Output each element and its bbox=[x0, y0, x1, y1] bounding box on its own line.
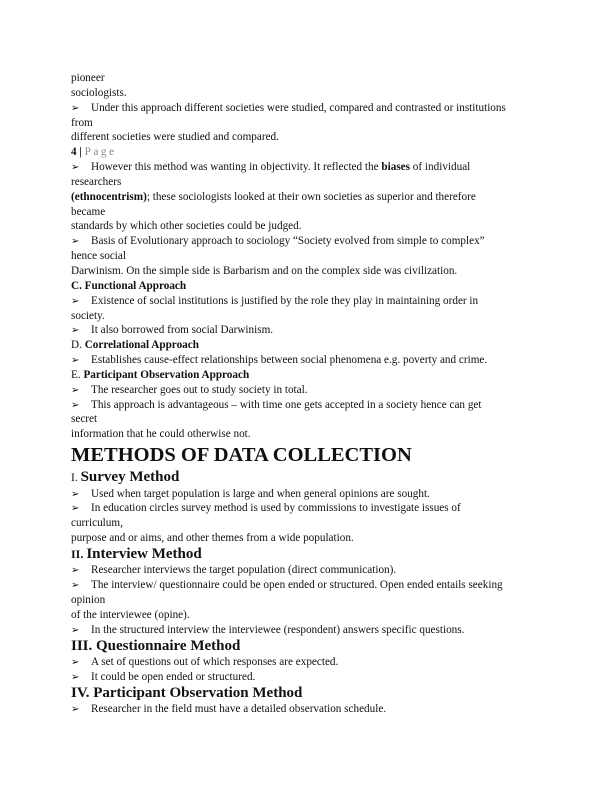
bullet-item bbox=[71, 101, 551, 116]
text-segment: biases bbox=[381, 161, 410, 174]
text-segment: secret bbox=[71, 413, 98, 426]
text-segment: Interview Method bbox=[86, 545, 202, 562]
text-segment: information that he could otherwise not. bbox=[71, 428, 251, 441]
text-segment: Basis of Evolutionary approach to sociology “Society evolved from simple to complex” bbox=[91, 235, 485, 248]
arrow-bullet-icon: ➢ bbox=[71, 503, 80, 515]
text-line bbox=[71, 71, 551, 86]
text-segment: The researcher goes out to study society in total. bbox=[91, 383, 308, 396]
text-segment: 4 | bbox=[71, 146, 85, 159]
text-segment: Correlational Approach bbox=[84, 339, 199, 352]
text-line bbox=[71, 279, 551, 294]
arrow-bullet-icon: ➢ bbox=[71, 657, 80, 669]
text-segment: researchers bbox=[71, 175, 122, 188]
arrow-bullet-icon: ➢ bbox=[71, 704, 80, 716]
text-segment: different societies were studied and compared. bbox=[71, 131, 279, 144]
text-line bbox=[71, 516, 551, 531]
text-segment: Researcher in the field must have a detailed observation schedule. bbox=[91, 703, 387, 716]
document-page bbox=[71, 71, 551, 717]
arrow-bullet-icon: ➢ bbox=[71, 399, 80, 411]
bullet-item bbox=[71, 563, 551, 578]
text-segment: Existence of social institutions is justified by the role they play in maintaining order in bbox=[91, 294, 479, 307]
subsection-heading bbox=[71, 546, 551, 564]
text-segment: In education circles survey method is used by commissions to investigate issues of bbox=[91, 502, 461, 515]
text-line bbox=[71, 145, 551, 160]
text-segment: pioneer bbox=[71, 72, 105, 84]
text-segment: curriculum, bbox=[71, 517, 123, 530]
text-segment: from bbox=[71, 116, 93, 129]
text-segment: However this method was wanting in objectivity. It reflected the bbox=[91, 161, 382, 174]
text-line bbox=[71, 130, 551, 145]
text-segment: The interview/ questionnaire could be open ended or structured. Open ended entails seeking bbox=[91, 579, 503, 592]
arrow-bullet-icon: ➢ bbox=[71, 384, 80, 396]
text-segment: Establishes cause-effect relationships between social phenomena e.g. poverty and crime. bbox=[91, 354, 488, 367]
text-line bbox=[71, 249, 551, 264]
bullet-item bbox=[71, 702, 551, 717]
text-segment: of individual bbox=[410, 161, 471, 174]
bullet-item bbox=[71, 323, 551, 338]
arrow-bullet-icon: ➢ bbox=[71, 488, 80, 500]
arrow-bullet-icon: ➢ bbox=[71, 236, 80, 248]
bullet-item bbox=[71, 670, 551, 685]
arrow-bullet-icon: ➢ bbox=[71, 565, 80, 577]
text-segment: became bbox=[71, 205, 106, 218]
text-segment: It could be open ended or structured. bbox=[91, 671, 256, 684]
bullet-item bbox=[71, 234, 551, 249]
text-segment: A set of questions out of which responses are expected. bbox=[91, 656, 339, 669]
text-line bbox=[71, 116, 551, 131]
text-segment: II. bbox=[71, 546, 87, 561]
subsection-heading bbox=[71, 638, 551, 656]
page-label: Page bbox=[84, 146, 117, 159]
bullet-item bbox=[71, 353, 551, 368]
bullet-item bbox=[71, 398, 551, 413]
text-segment: standards by which other societies could be judged. bbox=[71, 220, 302, 233]
text-segment: Under this approach different societies were studied, compared and contrasted or institutions bbox=[91, 101, 506, 114]
arrow-bullet-icon: ➢ bbox=[71, 295, 80, 307]
text-segment: Participant Observation Approach bbox=[83, 368, 250, 381]
text-segment: sociologists. bbox=[71, 86, 127, 99]
arrow-bullet-icon: ➢ bbox=[71, 162, 80, 174]
bullet-item bbox=[71, 501, 551, 516]
arrow-bullet-icon: ➢ bbox=[71, 624, 80, 636]
subsection-heading bbox=[71, 685, 551, 703]
text-line bbox=[71, 309, 551, 324]
text-segment: IV. Participant Observation Method bbox=[71, 684, 303, 701]
text-segment: I. bbox=[71, 472, 81, 485]
text-segment: Survey Method bbox=[80, 469, 180, 486]
text-segment: Researcher interviews the target population (direct communication). bbox=[91, 564, 397, 577]
text-line bbox=[71, 175, 551, 190]
arrow-bullet-icon: ➢ bbox=[71, 325, 80, 337]
text-segment: opinion bbox=[71, 594, 106, 607]
bullet-item bbox=[71, 160, 551, 175]
text-segment: In the structured interview the interviewee (respondent) answers specific questions. bbox=[91, 623, 465, 636]
text-segment: III. Questionnaire Method bbox=[71, 637, 241, 654]
text-segment: D. bbox=[71, 339, 85, 352]
bullet-item bbox=[71, 578, 551, 593]
text-segment: purpose and or aims, and other themes from a wide population. bbox=[71, 532, 354, 545]
text-segment: (ethnocentrism) bbox=[71, 190, 147, 203]
text-segment: Darwinism. On the simple side is Barbarism and on the complex side was civilization. bbox=[71, 264, 458, 277]
text-segment: ; these sociologists looked at their own societies as superior and therefore bbox=[146, 190, 476, 203]
text-line bbox=[71, 593, 551, 608]
text-line bbox=[71, 219, 551, 234]
text-line bbox=[71, 86, 551, 101]
text-segment: E. bbox=[71, 368, 84, 381]
text-line bbox=[71, 264, 551, 279]
text-segment: It also borrowed from social Darwinism. bbox=[91, 324, 274, 337]
text-line bbox=[71, 338, 551, 353]
subsection-heading bbox=[71, 469, 551, 487]
arrow-bullet-icon: ➢ bbox=[71, 672, 80, 684]
text-line bbox=[71, 368, 551, 383]
text-line bbox=[71, 427, 551, 442]
text-line bbox=[71, 205, 551, 220]
arrow-bullet-icon: ➢ bbox=[71, 102, 80, 114]
section-title bbox=[71, 442, 551, 469]
text-line bbox=[71, 190, 551, 205]
text-line bbox=[71, 608, 551, 623]
bullet-item bbox=[71, 623, 551, 638]
text-segment: society. bbox=[71, 309, 105, 322]
text-segment: METHODS OF DATA COLLECTION bbox=[71, 444, 412, 467]
bullet-item bbox=[71, 383, 551, 398]
arrow-bullet-icon: ➢ bbox=[71, 355, 80, 367]
text-line bbox=[71, 531, 551, 546]
text-segment: of the interviewee (opine). bbox=[71, 609, 190, 621]
bullet-item bbox=[71, 487, 551, 502]
bullet-item bbox=[71, 294, 551, 309]
arrow-bullet-icon: ➢ bbox=[71, 580, 80, 592]
bullet-item bbox=[71, 655, 551, 670]
text-line bbox=[71, 412, 551, 427]
text-segment: hence social bbox=[71, 250, 126, 263]
text-segment: This approach is advantageous – with time one gets accepted in a society hence can get bbox=[91, 398, 482, 411]
text-segment: C. Functional Approach bbox=[71, 279, 187, 292]
text-segment: Used when target population is large and when general opinions are sought. bbox=[91, 487, 430, 500]
